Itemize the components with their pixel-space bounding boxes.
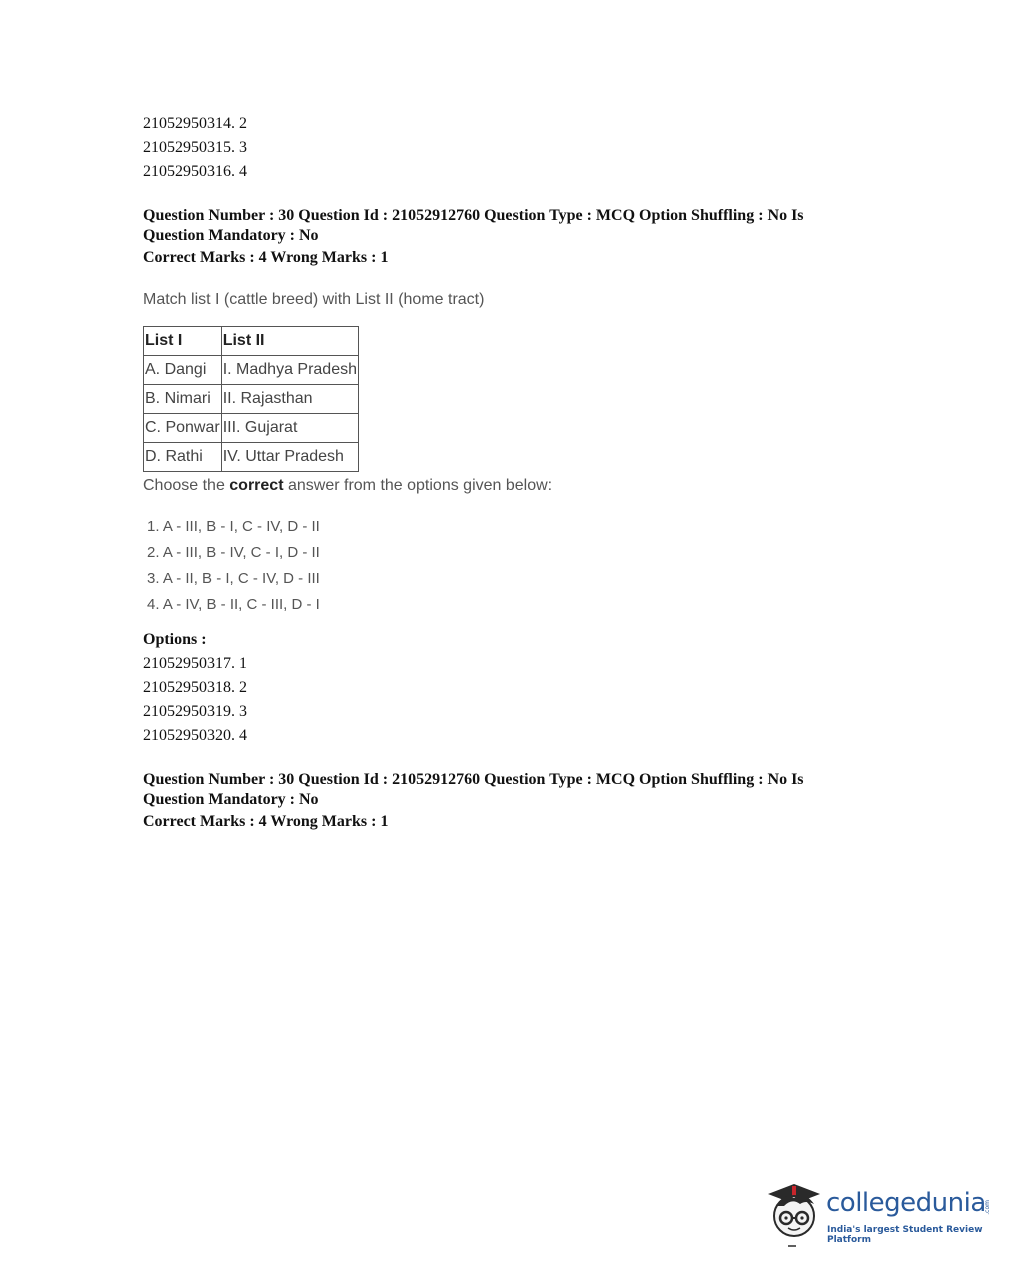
- option-line: 21052950320. 4: [143, 727, 247, 744]
- header-list-1: List I: [144, 327, 222, 356]
- answer-choice: 3. A - II, B - I, C - IV, D - III: [147, 570, 320, 587]
- marks-line: Correct Marks : 4 Wrong Marks : 1: [143, 249, 389, 266]
- question-header-line2: Question Mandatory : No: [143, 227, 319, 244]
- table-cell: IV. Uttar Pradesh: [221, 443, 358, 472]
- logo-wordmark: collegedunia: [826, 1188, 986, 1218]
- answer-choice: 4. A - IV, B - II, C - III, D - I: [147, 596, 320, 613]
- option-line: 21052950316. 4: [143, 163, 247, 180]
- question-header: [143, 770, 903, 810]
- header-list-2: List II: [221, 327, 358, 356]
- table-row: [144, 356, 359, 385]
- logo-com-suffix: .com: [984, 1200, 991, 1215]
- match-table-header: [144, 327, 359, 356]
- answer-choices: [143, 514, 903, 618]
- question-block: [143, 206, 903, 748]
- table-cell: I. Madhya Pradesh: [221, 356, 358, 385]
- table-cell: III. Gujarat: [221, 414, 358, 443]
- table-cell: D. Rathi: [144, 443, 222, 472]
- choose-bold: correct: [229, 477, 284, 494]
- table-cell: A. Dangi: [144, 356, 222, 385]
- marks-line: Correct Marks : 4 Wrong Marks : 1: [143, 813, 389, 830]
- logo-tagline: India's largest Student Review Platform: [827, 1225, 983, 1245]
- table-cell: C. Ponwar: [144, 414, 222, 443]
- table-row: [144, 443, 359, 472]
- match-table: [143, 326, 359, 472]
- table-row: [144, 385, 359, 414]
- option-line: 21052950317. 1: [143, 655, 247, 672]
- answer-choice: 2. A - III, B - IV, C - I, D - II: [147, 544, 320, 561]
- question-header-line1: Question Number : 30 Question Id : 21052912760 Question Type : MCQ Option Shuffling : No Is: [143, 771, 804, 788]
- table-cell: II. Rajasthan: [221, 385, 358, 414]
- choose-prefix: Choose the: [143, 477, 230, 494]
- question-header: [143, 206, 903, 246]
- option-line: 21052950315. 3: [143, 139, 247, 156]
- choose-suffix: answer from the options given below:: [283, 477, 553, 494]
- question-header-line1: Question Number : 30 Question Id : 21052912760 Question Type : MCQ Option Shuffling : No Is: [143, 207, 804, 224]
- answer-choice: 1. A - III, B - I, C - IV, D - II: [147, 518, 320, 535]
- options-label: Options :: [143, 631, 207, 648]
- option-line: 21052950314. 2: [143, 115, 247, 132]
- choose-instruction: [143, 474, 903, 498]
- document-page: [143, 112, 903, 834]
- question-block: [143, 770, 903, 834]
- options-list: [143, 652, 903, 748]
- question-stem: Match list I (cattle breed) with List II (home tract): [143, 291, 485, 308]
- option-line: 21052950318. 2: [143, 679, 247, 696]
- question-header-line2: Question Mandatory : No: [143, 791, 319, 808]
- top-options-list: [143, 112, 903, 184]
- table-row: [144, 414, 359, 443]
- table-cell: B. Nimari: [144, 385, 222, 414]
- option-line: 21052950319. 3: [143, 703, 247, 720]
